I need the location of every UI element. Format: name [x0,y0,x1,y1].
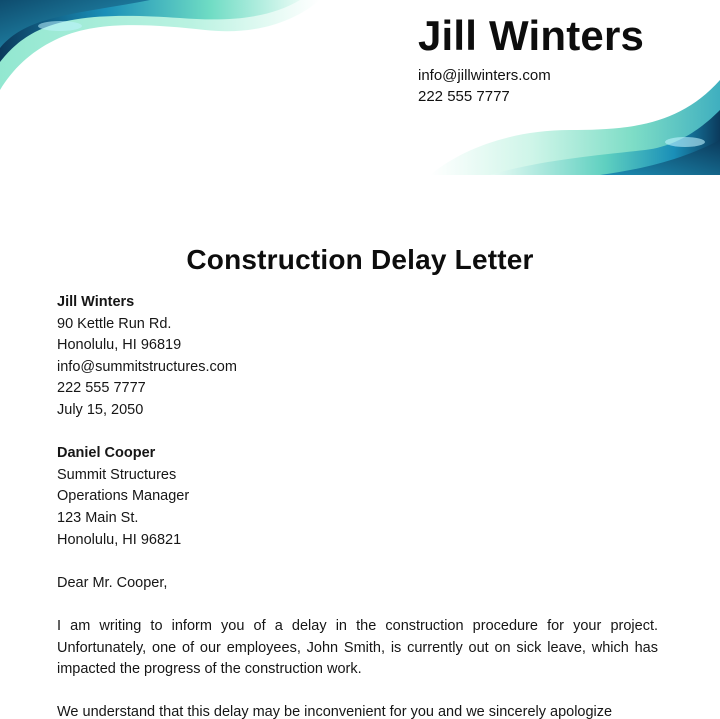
letterhead-phone: 222 555 7777 [418,88,510,105]
salutation: Dear Mr. Cooper, [57,574,168,591]
sender-block [57,292,658,422]
sender-phone: 222 555 7777 [57,380,146,397]
letter-body [57,292,658,719]
sender-name: Jill Winters [57,294,135,310]
recipient-title: Operations Manager [57,488,190,505]
body-paragraph-2: We understand that this delay may be inconvenient for you and we sincerely apologize [57,704,613,719]
letterhead-contact [418,65,644,107]
letterhead-email: info@jillwinters.com [418,67,551,84]
document-title: Construction Delay Letter [186,244,534,275]
sender-email: info@summitstructures.com [57,358,237,375]
body-paragraph-1: I am writing to inform you of a delay in the construction procedure for your project. Unfortunately, one of our employees, John Smith, is currently out on sick leave, which has impacted the progress of the construction work. [57,617,658,678]
letterhead-name: Jill Winters [418,12,645,59]
decorative-wave-top-left [0,0,320,100]
recipient-address-line2: Honolulu, HI 96821 [57,531,182,548]
recipient-block [57,443,658,551]
sender-address-line2: Honolulu, HI 96819 [57,337,182,354]
recipient-company: Summit Structures [57,466,177,483]
sender-address-line1: 90 Kettle Run Rd. [57,315,172,332]
letter-date: July 15, 2050 [57,401,144,418]
recipient-name: Daniel Cooper [57,445,156,462]
letterhead [418,12,644,107]
recipient-address-line1: 123 Main St. [57,509,139,526]
